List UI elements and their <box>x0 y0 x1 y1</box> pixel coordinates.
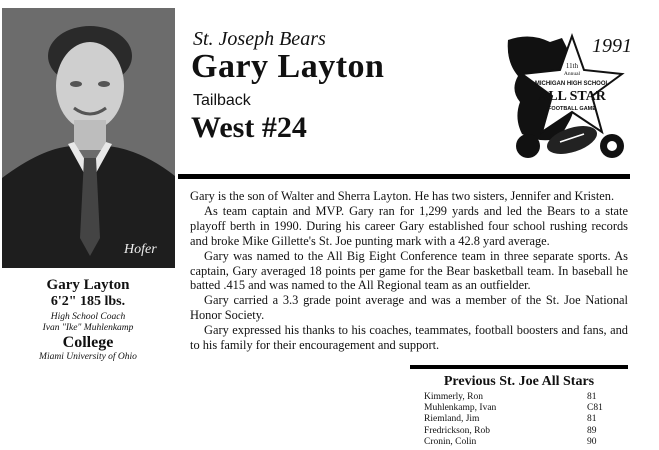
previous-all-stars-list <box>424 392 624 448</box>
bio-paragraph: Gary was named to the All Big Eight Conference team in three separate sports. As captain, Gary averaged 18 points per game for the Bear basketball team. In baseball he batted .415 and was named to the All Regional team as an outfielder. <box>190 248 628 293</box>
caption-height-weight: 6'2" 185 lbs. <box>50 294 126 309</box>
header-divider <box>178 174 630 179</box>
photographer-signature: Hofer <box>124 242 157 257</box>
list-item <box>424 426 624 437</box>
logo-main-text: ALL STAR <box>538 89 606 104</box>
previous-year: 89 <box>587 425 597 436</box>
caption-coach-name: Ivan "Ike" Muhlenkamp <box>42 323 134 333</box>
list-item <box>424 392 624 403</box>
logo-year: 1991 <box>592 35 630 57</box>
logo-arc-text: MICHIGAN HIGH SCHOOL <box>534 81 610 87</box>
previous-divider <box>410 365 628 369</box>
photo-caption <box>0 277 176 363</box>
bio-paragraph: Gary is the son of Walter and Sherra Layton. He has two sisters, Jennifer and Kristen. <box>190 189 615 203</box>
all-star-game-logo <box>500 28 630 168</box>
player-position: Tailback <box>193 92 251 109</box>
caption-college-name: Miami University of Ohio <box>39 352 137 362</box>
bio-paragraph: As team captain and MVP. Gary ran for 1,299 yards and led the Bears to a state playoff berth in 1990. During his career Gary established four school rushing records and broke Mike Gillette's St. Joe punting mark with a 42.8 yard average. <box>190 203 628 248</box>
logo-lower-text: FOOTBALL GAME <box>548 106 596 112</box>
logo-edition-number: 11th <box>565 62 579 70</box>
previous-all-stars-title: Previous St. Joe All Stars <box>443 374 595 389</box>
previous-name: Fredrickson, Rob <box>424 425 490 436</box>
player-biography <box>190 189 628 353</box>
caption-player-name: Gary Layton <box>46 277 130 293</box>
previous-year: 90 <box>587 436 597 447</box>
helmet-left-icon <box>516 134 540 158</box>
previous-year: 81 <box>587 414 597 425</box>
list-item <box>424 437 624 448</box>
caption-college-label: College <box>62 334 114 351</box>
player-portrait-illustration <box>2 8 175 268</box>
player-photo <box>2 8 175 268</box>
previous-name: Kimmerly, Ron <box>424 392 484 402</box>
previous-name: Muhlenkamp, Ivan <box>424 403 497 414</box>
list-item <box>424 414 624 425</box>
team-jersey: West #24 <box>191 111 307 144</box>
previous-year: 81 <box>587 392 597 402</box>
previous-name: Cronin, Colin <box>424 436 477 447</box>
caption-coach-label: High School Coach <box>50 312 126 322</box>
previous-year: C81 <box>587 403 603 414</box>
team-name: St. Joseph Bears <box>193 28 326 50</box>
bio-paragraph: Gary expressed his thanks to his coaches, teammates, football boosters and fans, and to his family for their encouragement and support. <box>190 323 628 353</box>
previous-name: Riemland, Jim <box>424 414 480 425</box>
list-item <box>424 403 624 414</box>
player-name: Gary Layton <box>191 48 385 85</box>
logo-edition-word: Annual <box>563 71 581 77</box>
bio-paragraph: Gary carried a 3.3 grade point average and was a member of the St. Joe National Honor Society. <box>190 293 628 323</box>
